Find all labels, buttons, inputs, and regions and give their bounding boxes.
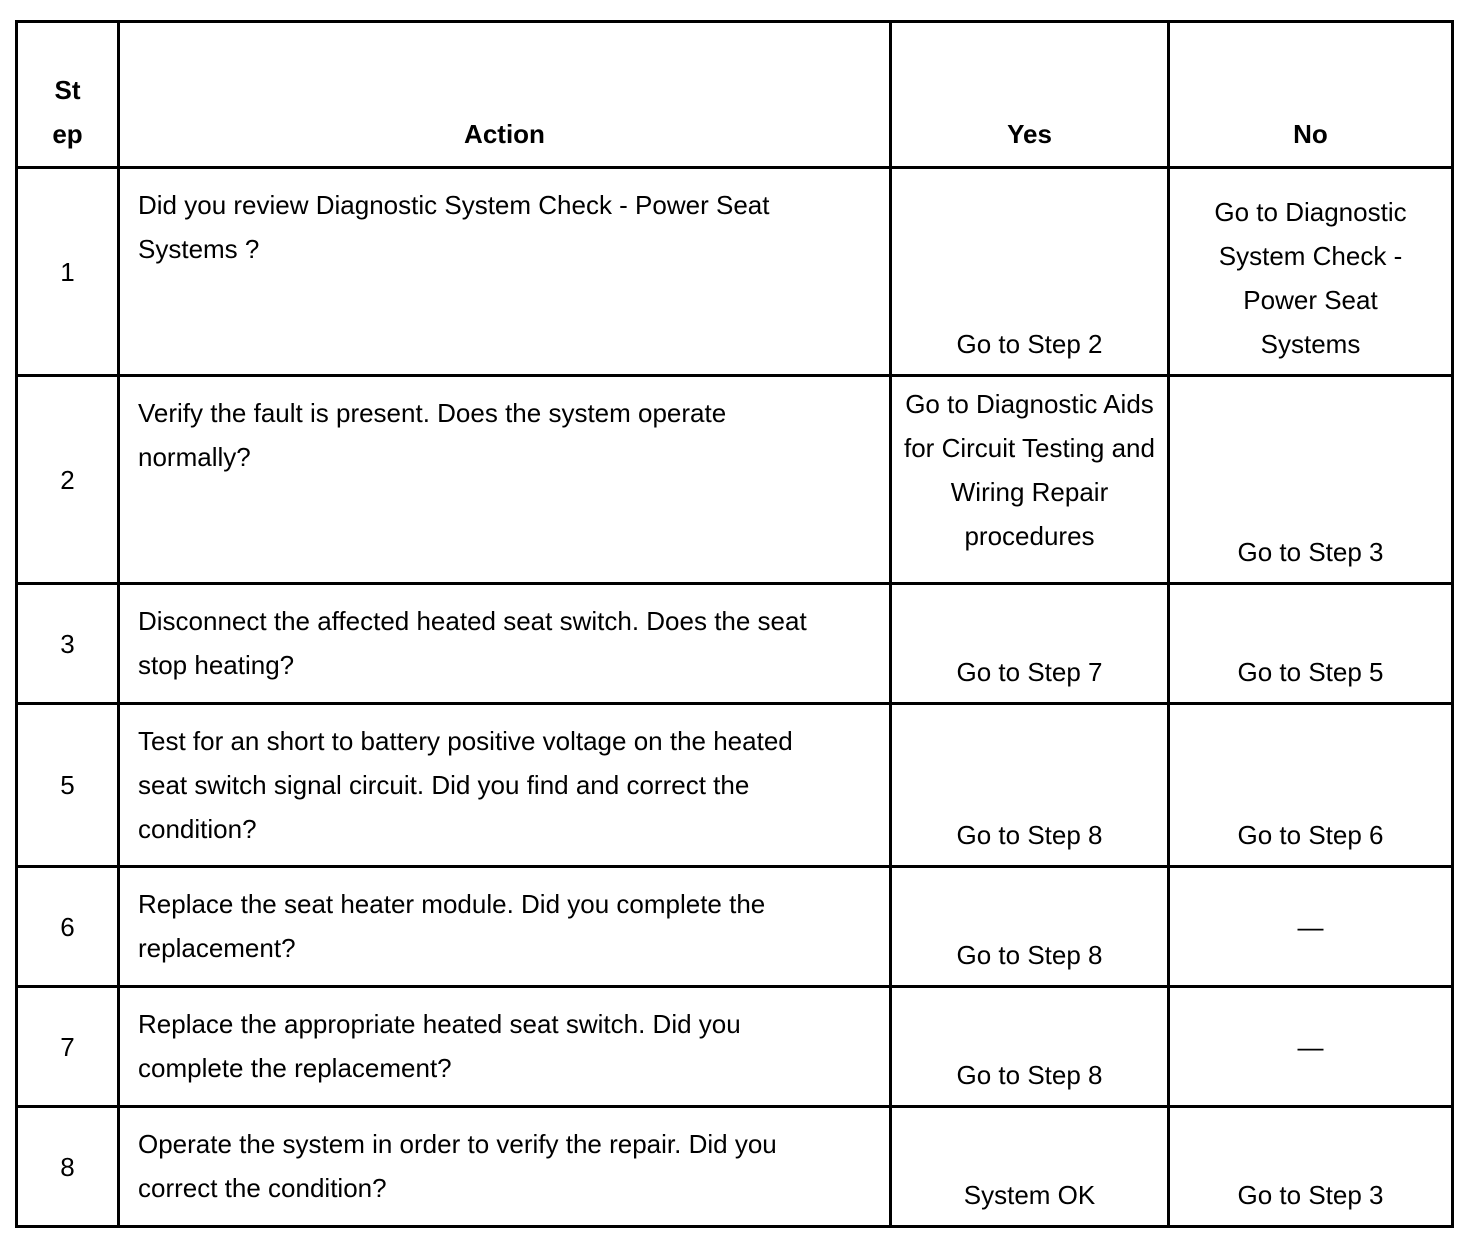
step-number: 7 [17,987,119,1107]
no-result: Go to Diagnostic System Check - Power Seat Systems [1169,168,1453,376]
table-row [17,867,1453,987]
yes-result: Go to Step 2 [891,168,1169,376]
action-text: Verify the fault is present. Does the system operate normally? [119,376,891,584]
no-result: Go to Step 5 [1169,584,1453,704]
step-number: 6 [17,867,119,987]
action-text: Test for an short to battery positive voltage on the heated seat switch signal circuit. Did you find and correct the condition? [119,704,891,867]
step-number: 5 [17,704,119,867]
table-row [17,704,1453,867]
step-number: 8 [17,1107,119,1227]
yes-result: Go to Diagnostic Aids for Circuit Testing and Wiring Repair procedures [891,376,1169,584]
table-row [17,168,1453,376]
action-text: Operate the system in order to verify the repair. Did you correct the condition? [119,1107,891,1227]
action-column-header: Action [119,22,891,168]
action-text: Replace the seat heater module. Did you complete the replacement? [119,867,891,987]
step-number: 3 [17,584,119,704]
no-result: Go to Step 6 [1169,704,1453,867]
step-number: 1 [17,168,119,376]
step-column-header [17,22,119,168]
no-result: Go to Step 3 [1169,1107,1453,1227]
yes-result: System OK [891,1107,1169,1227]
step-number: 2 [17,376,119,584]
action-text: Disconnect the affected heated seat switch. Does the seat stop heating? [119,584,891,704]
table-row [17,1107,1453,1227]
table-row [17,987,1453,1107]
yes-result: Go to Step 8 [891,987,1169,1107]
step-header-line1: St [54,75,81,105]
no-result: — [1169,867,1453,987]
step-header-line2: ep [52,119,83,149]
table-row [17,584,1453,704]
yes-result: Go to Step 8 [891,704,1169,867]
table-header-row [17,22,1453,168]
action-text: Replace the appropriate heated seat switch. Did you complete the replacement? [119,987,891,1107]
yes-result: Go to Step 8 [891,867,1169,987]
action-text: Did you review Diagnostic System Check - Power Seat Systems ? [119,168,891,376]
table-row [17,376,1453,584]
diagnostic-table [15,20,1454,1228]
no-column-header: No [1169,22,1453,168]
no-result: Go to Step 3 [1169,376,1453,584]
yes-column-header: Yes [891,22,1169,168]
yes-result: Go to Step 7 [891,584,1169,704]
no-result: — [1169,987,1453,1107]
